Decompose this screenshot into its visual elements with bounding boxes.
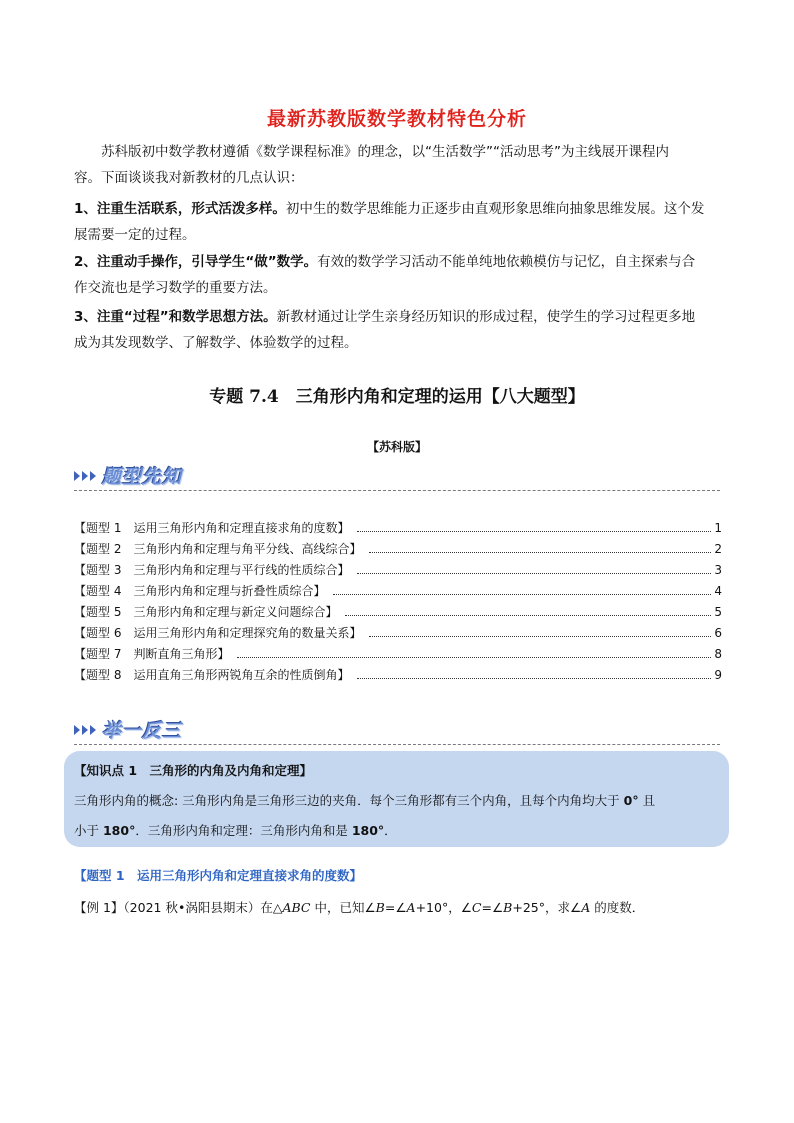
example-text: +10°，∠ [415, 900, 472, 915]
toc-item[interactable] [74, 644, 722, 665]
intro-line-2: 容。下面谈谈我对新教材的几点认识： [74, 170, 304, 186]
math-var: A [581, 900, 591, 915]
toc-item-page: 1 [714, 521, 722, 535]
example-text: 的度数． [590, 900, 645, 915]
toc-leader-dots [369, 635, 711, 637]
toc-item-page: 5 [714, 605, 722, 619]
toc-item-text: 判断直角三角形】 [133, 647, 230, 661]
example-1 [74, 898, 644, 916]
toc-item-text: 三角形内角和定理与平行线的性质综合】 [133, 563, 350, 577]
toc-item-text: 运用直角三角形两锐角互余的性质倒角】 [133, 668, 350, 682]
toc-item-text: 运用三角形内角和定理探究角的数量关系】 [133, 626, 362, 640]
point-3-text-cont: 成为其发现数学、了解数学、体验数学的过程。 [74, 335, 358, 351]
point-2-text-cont: 作交流也是学习数学的重要方法。 [74, 280, 277, 296]
toc-item-label: 【题型 4 [74, 584, 122, 598]
point-2-text: 有效的数学学习活动不能单纯地依赖模仿与记忆，自主探索与合 [317, 254, 696, 270]
toc-leader-dots [345, 614, 711, 616]
toc-leader-dots [237, 656, 711, 658]
section-divider [74, 490, 720, 491]
point-1 [74, 196, 720, 248]
toc-item-text: 三角形内角和定理与角平分线、高线综合】 [133, 542, 362, 556]
knowledge-text: ．三角形内角和定理：三角形内角和是 [135, 823, 352, 838]
toc-item-label: 【题型 6 [74, 626, 122, 640]
topic-title: 专题 7.4 三角形内角和定理的运用【八大题型】 [209, 387, 585, 407]
knowledge-point-title: 【知识点 1 三角形的内角及内角和定理】 [74, 763, 313, 778]
toc-item-page: 8 [714, 647, 722, 661]
example-text: =∠ [384, 900, 407, 915]
toc-leader-dots [369, 551, 711, 553]
point-1-heading: 1、注重生活联系，形式活泼多样。 [74, 201, 286, 217]
toc-item[interactable] [74, 560, 722, 581]
math-var: C [471, 900, 482, 915]
toc-item-text: 运用三角形内角和定理直接求角的度数】 [133, 521, 350, 535]
toc-item-page: 6 [714, 626, 722, 640]
knowledge-point-box [64, 751, 729, 847]
knowledge-line-2 [74, 821, 397, 839]
section-label-preview: 题型先知 [102, 466, 183, 488]
knowledge-value: 180° [351, 823, 385, 838]
point-3-heading: 3、注重“过程”和数学思想方法。 [74, 309, 277, 325]
example-text: 【例 1】（2021 秋•涡阳县期末）在△ [74, 900, 283, 915]
knowledge-line-1 [74, 791, 655, 809]
intro-paragraph [74, 139, 720, 165]
toc-item[interactable] [74, 602, 722, 623]
point-3-text: 新教材通过让学生亲身经历知识的形成过程，使学生的学习过程更多地 [276, 309, 696, 325]
intro-paragraph-cont [74, 165, 720, 191]
toc-leader-dots [357, 530, 711, 532]
example-text: 中，已知∠ [310, 900, 376, 915]
toc-item-text: 三角形内角和定理与折叠性质综合】 [133, 584, 326, 598]
toc-item-label: 【题型 3 [74, 563, 122, 577]
toc-leader-dots [333, 593, 711, 595]
toc-item-label: 【题型 2 [74, 542, 122, 556]
toc-item-page: 4 [714, 584, 722, 598]
toc-item-text: 三角形内角和定理与新定义问题综合】 [133, 605, 338, 619]
math-var: B [375, 900, 385, 915]
toc-leader-dots [357, 677, 711, 679]
section-label-practice: 举一反三 [102, 720, 183, 742]
toc-item-page: 9 [714, 668, 722, 682]
toc-item-page: 2 [714, 542, 722, 556]
math-var: ABC [282, 900, 311, 915]
question-type-heading: 【题型 1 运用三角形内角和定理直接求角的度数】 [74, 868, 363, 883]
knowledge-text: 且 [638, 793, 656, 808]
knowledge-text: 小于 [74, 823, 103, 838]
point-2 [74, 249, 720, 301]
toc-item-label: 【题型 5 [74, 605, 122, 619]
toc-item[interactable] [74, 539, 722, 560]
point-3 [74, 304, 720, 356]
math-var: B [503, 900, 513, 915]
triple-arrow-icon [74, 468, 104, 484]
math-var: A [406, 900, 416, 915]
example-text: +25°，求∠ [512, 900, 582, 915]
example-text: =∠ [481, 900, 504, 915]
table-of-contents [74, 518, 722, 686]
toc-item[interactable] [74, 518, 722, 539]
knowledge-text: ． [384, 823, 397, 838]
toc-item-label: 【题型 8 [74, 668, 122, 682]
page-title: 最新苏教版数学教材特色分析 [266, 108, 527, 130]
toc-item-label: 【题型 1 [74, 521, 122, 535]
toc-item-page: 3 [714, 563, 722, 577]
intro-line-1: 苏科版初中数学教材遵循《数学课程标准》的理念，以“生活数学”“活动思考”为主线展开课程内 [101, 144, 669, 160]
point-2-heading: 2、注重动手操作，引导学生“做”数学。 [74, 254, 318, 270]
point-1-text-cont: 展需要一定的过程。 [74, 227, 196, 243]
knowledge-value: 180° [102, 823, 136, 838]
triple-arrow-icon [74, 722, 104, 738]
section-divider [74, 744, 720, 745]
point-1-text: 初中生的数学思维能力正逐步由直观形象思维向抽象思维发展。这个发 [285, 201, 705, 217]
toc-item[interactable] [74, 581, 722, 602]
toc-leader-dots [357, 572, 711, 574]
knowledge-text: 三角形内角的概念: 三角形内角是三角形三边的夹角．每个三角形都有三个内角，且每个内角均大于 [74, 793, 624, 808]
toc-item-label: 【题型 7 [74, 647, 122, 661]
toc-item[interactable] [74, 665, 722, 686]
knowledge-value: 0° [623, 793, 639, 808]
edition-label: 【苏科版】 [366, 440, 427, 454]
toc-item[interactable] [74, 623, 722, 644]
